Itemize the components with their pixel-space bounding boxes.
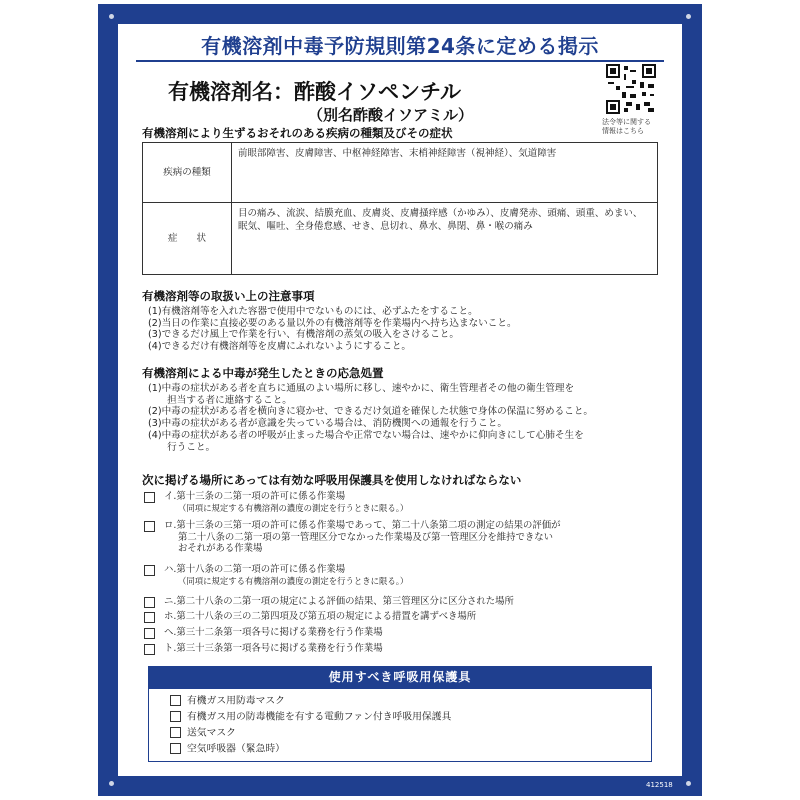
list-item: (3)できるだけ風上で作業を行い、有機溶剤の蒸気の吸入をさけること。 bbox=[148, 329, 459, 341]
place-text: ニ.第二十八条の二第一項の規定による評価の結果、第三管理区分に区分された場所 bbox=[164, 596, 514, 607]
place-text: ロ.第十三条の三第一項の許可に係る作業場であって、第二十八条第二項の測定の結果の評価が bbox=[164, 520, 561, 531]
emergency-heading: 有機溶剤による中毒が発生したときの応急処置 bbox=[142, 366, 384, 380]
list-item: (1)有機溶剤等を入れた容器で使用中でないものには、必ずふたをすること。 bbox=[148, 306, 478, 317]
disease-type-label: 疾病の種類 bbox=[143, 143, 232, 203]
respirator-label: 送気マスク bbox=[187, 727, 236, 739]
qr-code-icon[interactable] bbox=[606, 64, 656, 114]
title-divider bbox=[136, 60, 664, 62]
place-note: （同項に規定する有機溶剤の濃度の測定を行うときに限る。） bbox=[178, 502, 409, 513]
place-text: ト.第三十三条第一項各号に掲げる業務を行う作業場 bbox=[164, 643, 383, 654]
list-item: (4)中毒の症状がある者の呼吸が止まった場合や正常でない場合は、速やかに仰向きにして心肺そ生を bbox=[148, 429, 584, 441]
respirator-label: 有機ガス用の防毒機能を有する電動ファン付き呼吸用保護具 bbox=[187, 711, 452, 723]
checkbox[interactable] bbox=[144, 628, 155, 639]
place-text: イ.第十三条の二第一項の許可に係る作業場 bbox=[164, 491, 346, 502]
checkbox[interactable] bbox=[144, 492, 155, 503]
checkbox[interactable] bbox=[144, 612, 155, 623]
solvent-name: 有機溶剤名：酢酸イソペンチル bbox=[168, 80, 461, 104]
symptom-label: 症 状 bbox=[143, 203, 232, 275]
respirator-item[interactable] bbox=[170, 743, 285, 756]
checkbox[interactable] bbox=[144, 644, 155, 655]
handling-heading: 有機溶剤等の取扱い上の注意事項 bbox=[142, 289, 315, 303]
place-text: ホ.第二十八条の三の二第四項及び第五項の規定による措置を講ずべき場所 bbox=[164, 611, 477, 622]
respirator-label: 空気呼吸器（緊急時） bbox=[187, 743, 285, 755]
mount-hole bbox=[109, 14, 114, 19]
place-text: ハ.第十八条の二第一項の許可に係る作業場 bbox=[164, 564, 346, 575]
product-code: 412518 bbox=[646, 781, 673, 789]
checkbox[interactable] bbox=[170, 727, 181, 738]
checkbox[interactable] bbox=[144, 521, 155, 532]
sign-panel bbox=[118, 24, 682, 776]
list-item: (2)中毒の症状がある者を横向きに寝かせ、できるだけ気道を確保した状態で身体の保温に努めること。 bbox=[148, 406, 594, 418]
disease-table bbox=[142, 142, 658, 275]
handling-list bbox=[148, 306, 517, 353]
mount-hole bbox=[686, 781, 691, 786]
disease-heading: 有機溶剤により生ずるおそれのある疾病の種類及びその症状 bbox=[142, 126, 453, 140]
checkbox[interactable] bbox=[170, 743, 181, 754]
place-text: 第二十八条の二第一項の第一管理区分でなかった作業場及び第一管理区分を維持できない bbox=[178, 531, 554, 543]
mount-hole bbox=[109, 781, 114, 786]
respirator-item[interactable] bbox=[170, 695, 285, 708]
list-item: 行うこと。 bbox=[148, 441, 216, 453]
list-item: (1)中毒の症状がある者を直ちに通風のよい場所に移し、速やかに、衛生管理者その他の衛生管理を bbox=[148, 383, 575, 394]
solvent-alias: （別名酢酸イソアミル） bbox=[308, 106, 474, 124]
respirator-label: 有機ガス用防毒マスク bbox=[187, 695, 285, 707]
list-item: 担当する者に連絡すること。 bbox=[148, 394, 292, 406]
sign-title: 有機溶剤中毒予防規則第24条に定める掲示 bbox=[201, 34, 599, 58]
respirator-item[interactable] bbox=[170, 711, 451, 724]
list-item: (3)中毒の症状がある者が意識を失っている場合は、消防機関への通報を行うこと。 bbox=[148, 418, 507, 430]
list-item: (2)当日の作業に直接必要のある量以外の有機溶剤等を作業場内へ持ち込まないこと。 bbox=[148, 317, 517, 329]
mount-hole bbox=[686, 14, 691, 19]
place-text: ヘ.第三十二条第一項各号に掲げる業務を行う作業場 bbox=[164, 627, 383, 638]
qr-caption-line: 法令等に関する bbox=[602, 118, 651, 126]
checkbox[interactable] bbox=[144, 597, 155, 608]
qr-caption bbox=[602, 118, 672, 136]
list-item: (4)できるだけ有機溶剤等を皮膚にふれないようにすること。 bbox=[148, 341, 412, 353]
places-heading: 次に掲げる場所にあっては有効な呼吸用保護具を使用しなければならない bbox=[142, 473, 522, 487]
disease-type-value: 前眼部障害、皮膚障害、中枢神経障害、末梢神経障害（視神経）、気道障害 bbox=[232, 143, 658, 203]
qr-caption-line: 情報はこちら bbox=[602, 127, 644, 135]
symptom-line: 目の痛み、流涙、結膜充血、皮膚炎、皮膚掻痒感（かゆみ）、皮膚発赤、頭痛、頭重、めまい、 bbox=[238, 208, 643, 219]
symptom-line: 眠気、嘔吐、全身倦怠感、せき、息切れ、鼻水、鼻閉、鼻・喉の痛み bbox=[238, 221, 533, 232]
respirator-item[interactable] bbox=[170, 727, 236, 740]
checkbox[interactable] bbox=[170, 695, 181, 706]
checkbox[interactable] bbox=[144, 565, 155, 576]
place-text: おそれがある作業場 bbox=[178, 543, 263, 554]
checkbox[interactable] bbox=[170, 711, 181, 722]
respirator-heading: 使用すべき呼吸用保護具 bbox=[148, 666, 652, 688]
place-note: （同項に規定する有機溶剤の濃度の測定を行うときに限る。） bbox=[178, 575, 409, 586]
emergency-list bbox=[148, 383, 593, 453]
symptom-value bbox=[232, 203, 658, 275]
